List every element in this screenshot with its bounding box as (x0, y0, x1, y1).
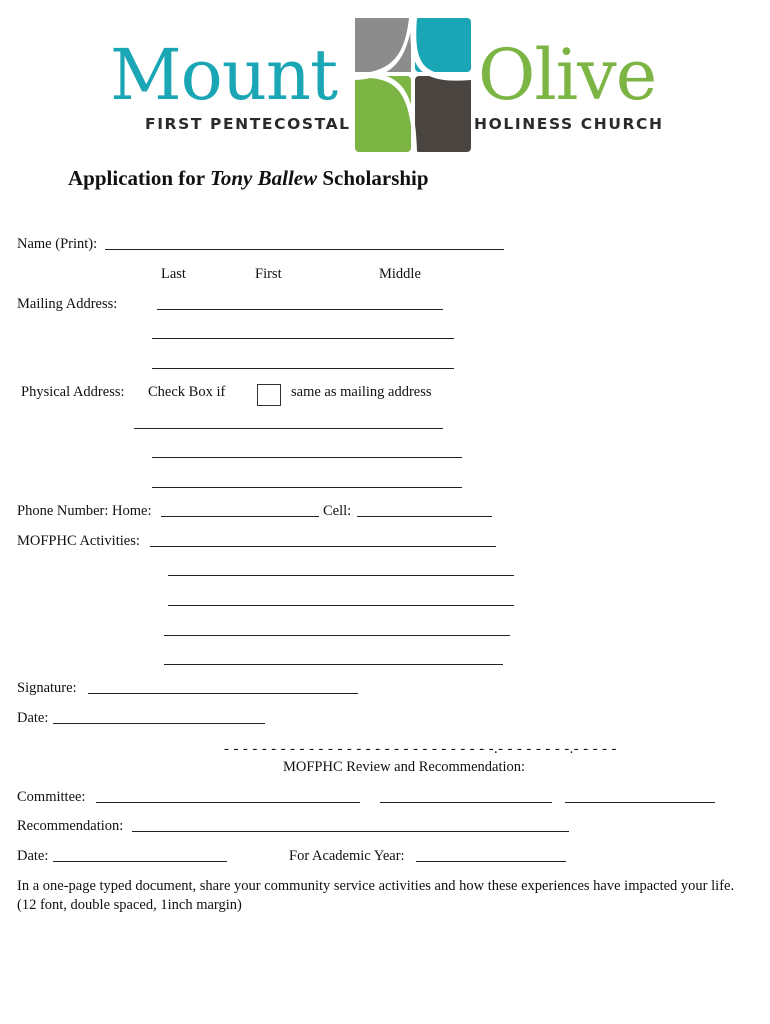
logo-sub-first-pentecostal: FIRST PENTECOSTAL (145, 115, 351, 133)
activities-line-1[interactable] (150, 546, 496, 547)
mailing-address-line-1[interactable] (157, 309, 443, 310)
academic-year-label: For Academic Year: (289, 848, 405, 864)
logo-quad-dark (415, 76, 471, 152)
mailing-address-label: Mailing Address: (17, 296, 118, 312)
name-first-caption: First (255, 266, 282, 282)
name-field[interactable] (105, 249, 504, 250)
physical-address-line-2[interactable] (152, 457, 462, 458)
physical-address-label: Physical Address: (21, 384, 125, 400)
review-date-field[interactable] (53, 861, 227, 862)
activities-line-5[interactable] (164, 664, 503, 665)
logo-quad-green (355, 76, 411, 152)
name-label: Name (Print): (17, 236, 98, 252)
logo-cross-mark (355, 18, 471, 152)
committee-label: Committee: (17, 789, 86, 805)
signature-label: Signature: (17, 680, 77, 696)
mailing-address-line-2[interactable] (152, 338, 454, 339)
activities-line-3[interactable] (168, 605, 514, 606)
name-last-caption: Last (161, 266, 186, 282)
page-title (68, 166, 429, 191)
physical-address-line-1[interactable] (134, 428, 443, 429)
phone-home-field[interactable] (161, 516, 319, 517)
activities-line-2[interactable] (168, 575, 514, 576)
committee-field-2[interactable] (380, 802, 552, 803)
review-date-label: Date: (17, 848, 49, 864)
logo-quad-gray (355, 18, 411, 72)
activities-line-4[interactable] (164, 635, 510, 636)
date-label: Date: (17, 710, 49, 726)
essay-instructions: In a one-page typed document, share your community service activities and how these experiences have impacted your life. (12 font, double spaced, 1inch margin) (17, 878, 735, 913)
date-field[interactable] (53, 723, 265, 724)
committee-field-1[interactable] (96, 802, 360, 803)
logo-sub-holiness-church: HOLINESS CHURCH (474, 115, 664, 133)
phone-cell-field[interactable] (357, 516, 492, 517)
logo-word-mount: Mount (110, 34, 338, 116)
same-as-mailing-text: same as mailing address (291, 384, 432, 400)
recommendation-label: Recommendation: (17, 818, 124, 834)
review-heading: MOFPHC Review and Recommendation: (283, 759, 526, 775)
title-scholar-name: Tony Ballew (209, 166, 318, 190)
activities-label: MOFPHC Activities: (17, 533, 140, 549)
committee-field-3[interactable] (565, 802, 715, 803)
signature-field[interactable] (88, 693, 358, 694)
title-prefix: Application for (68, 166, 210, 190)
name-middle-caption: Middle (379, 266, 421, 282)
title-suffix: Scholarship (317, 166, 429, 190)
section-divider: - - - - - - - - - - - - - - - - - - - - - - - - - - - - -.- - - - - - - -.- - - - - (224, 741, 617, 757)
mailing-address-line-3[interactable] (152, 368, 454, 369)
physical-address-line-3[interactable] (152, 487, 462, 488)
logo-quad-teal (415, 18, 471, 72)
phone-home-label: Phone Number: Home: (17, 503, 152, 519)
phone-cell-label: Cell: (323, 503, 352, 519)
check-box-if-text: Check Box if (148, 384, 226, 400)
academic-year-field[interactable] (416, 861, 566, 862)
same-as-mailing-checkbox[interactable] (257, 384, 281, 406)
recommendation-field[interactable] (132, 831, 569, 832)
logo-word-olive: Olive (478, 34, 657, 116)
